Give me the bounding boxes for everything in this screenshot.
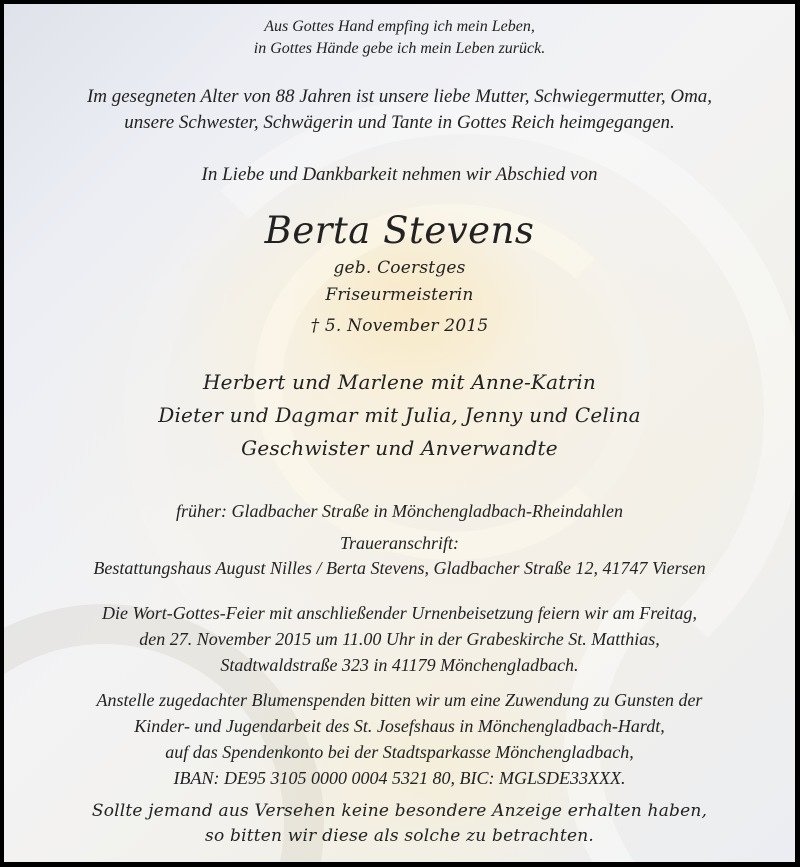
- mourning-address-label: Traueranschrift:: [339, 533, 459, 553]
- deceased-profession: Friseurmeisterin: [325, 285, 474, 305]
- motto-line-2: in Gottes Hände gebe ich mein Leben zurück.: [253, 40, 546, 57]
- motto-line-1: Aus Gottes Hand empfing ich mein Leben,: [264, 18, 535, 35]
- deceased-name: Berta Stevens: [264, 209, 535, 252]
- death-date: † 5. November 2015: [310, 316, 489, 336]
- obituary-content: [4, 4, 795, 862]
- announcement-line-2: unsere Schwester, Schwägerin und Tante in Gottes Reich heimgegangen.: [124, 112, 675, 133]
- closing-line-2: so bitten wir diese als solche zu betrachten.: [205, 826, 594, 846]
- service-line-2: den 27. November 2015 um 11.00 Uhr in der Grabeskirche St. Matthias,: [139, 629, 660, 649]
- farewell-text: In Liebe und Dankbarkeit nehmen wir Abschied von: [201, 164, 598, 185]
- donation-bank-details: IBAN: DE95 3105 0000 0004 5321 80, BIC: MGLSDE33XXX.: [173, 768, 626, 788]
- announcement-line-1: Im gesegneten Alter von 88 Jahren ist unsere liebe Mutter, Schwiegermutter, Oma,: [86, 86, 713, 107]
- mourning-address: Bestattungshaus August Nilles / Berta Stevens, Gladbacher Straße 12, 41747 Viersen: [93, 558, 706, 578]
- closing-line-1: Sollte jemand aus Versehen keine besondere Anzeige erhalten haben,: [91, 801, 708, 821]
- former-address: früher: Gladbacher Straße in Mönchengladbach-Rheindahlen: [176, 501, 623, 521]
- donation-line-3: auf das Spendenkonto bei der Stadtsparkasse Mönchengladbach,: [165, 742, 634, 762]
- service-line-1: Die Wort-Gottes-Feier mit anschließender Urnenbeisetzung feiern wir am Freitag,: [101, 603, 698, 623]
- service-line-3: Stadtwaldstraße 323 in 41179 Mönchengladbach.: [220, 655, 579, 675]
- deceased-maiden-name: geb. Coerstges: [333, 258, 466, 278]
- mourners-line-2: Dieter und Dagmar mit Julia, Jenny und Celina: [158, 403, 641, 427]
- obituary-card: [4, 4, 795, 862]
- mourners-line-3: Geschwister und Anverwandte: [241, 436, 558, 460]
- mourners-line-1: Herbert und Marlene mit Anne-Katrin: [203, 370, 596, 394]
- donation-line-1: Anstelle zugedachter Blumenspenden bitten wir um eine Zuwendung zu Gunsten der: [96, 690, 703, 710]
- donation-line-2: Kinder- und Jugendarbeit des St. Josefshaus in Mönchengladbach-Hardt,: [134, 716, 665, 736]
